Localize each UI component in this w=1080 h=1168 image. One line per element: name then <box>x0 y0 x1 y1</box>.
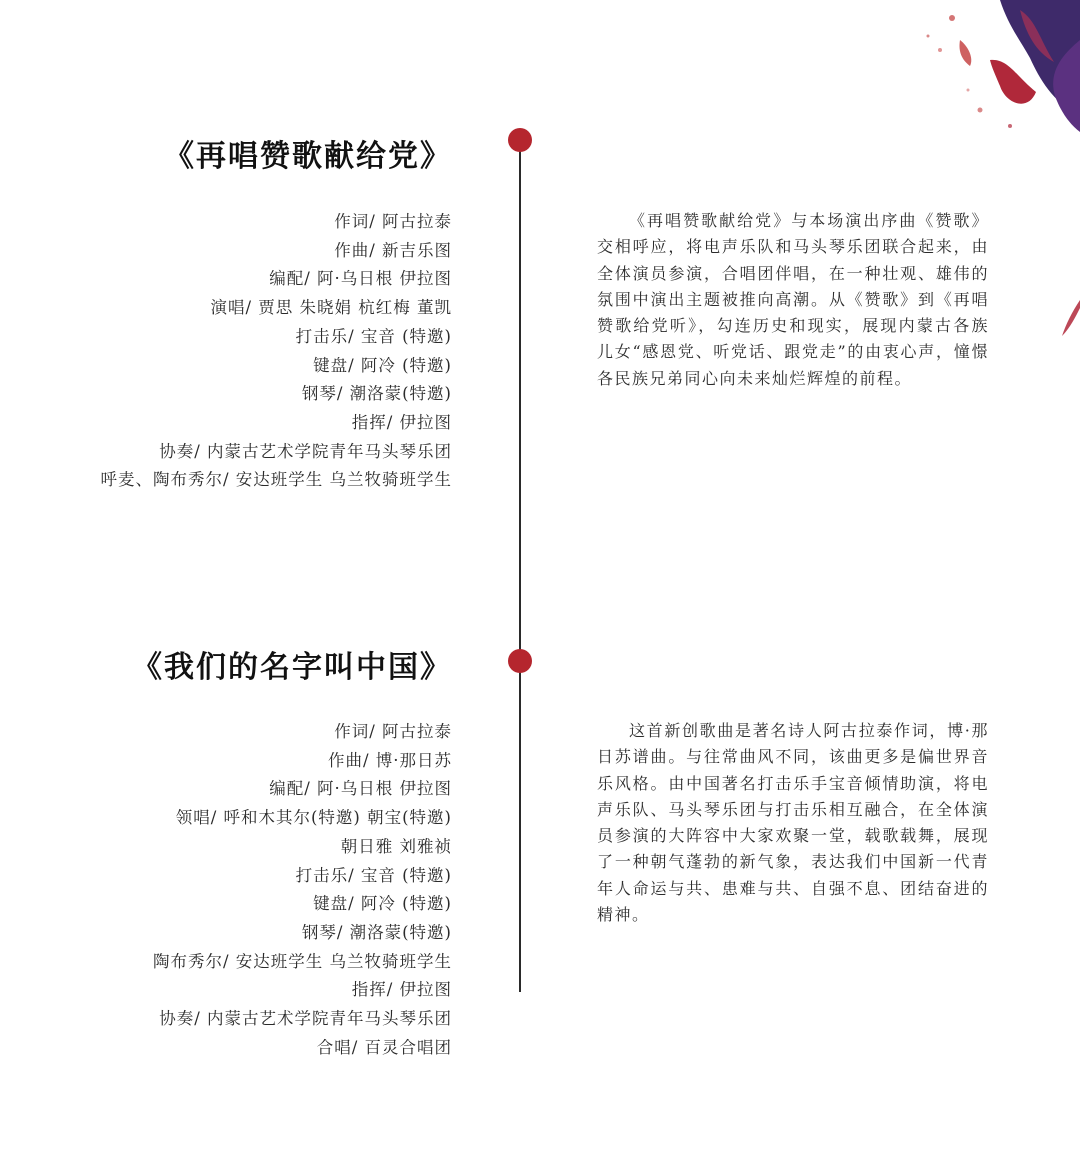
credit-line: 打击乐/ 宝音 (特邀) <box>295 326 452 346</box>
credit-line: 键盘/ 阿冷 (特邀) <box>313 355 452 375</box>
song-title-1: 《再唱赞歌献给党》 <box>164 139 452 174</box>
credit-line: 协奏/ 内蒙古艺术学院青年马头琴乐团 <box>159 441 452 461</box>
credit-line: 呼麦、陶布秀尔/ 安达班学生 乌兰牧骑班学生 <box>100 470 452 490</box>
timeline-dot-1 <box>508 128 532 152</box>
credit-line: 演唱/ 贾思 朱晓娟 杭红梅 董凯 <box>210 298 452 318</box>
credit-line: 指挥/ 伊拉图 <box>351 412 452 432</box>
credit-line: 作词/ 阿古拉泰 <box>334 722 452 741</box>
credit-line: 作曲/ 博·那日苏 <box>327 750 452 770</box>
song-description-2: 这首新创歌曲是著名诗人阿古拉泰作词，博·那日苏谱曲。与往常曲风不同，该曲更多是偏世界音乐风格。由中国著名打击乐手宝音倾情助演，将电声乐队、马头琴乐团与打击乐相互融合，在全体演员参演的大阵容中大家欢聚一堂，载歌载舞，展现了一种朝气蓬勃的新气象，表达我们中国新一代青年人命运与共、患难与共、自强不息、团结奋进的精神。 <box>597 721 989 925</box>
credit-line: 领唱/ 呼和木其尔(特邀) 朝宝(特邀) <box>175 808 452 828</box>
song-title-2: 《我们的名字叫中国》 <box>132 650 452 685</box>
credit-line: 作词/ 阿古拉泰 <box>334 212 452 231</box>
credit-line: 编配/ 阿·乌日根 伊拉图 <box>269 269 452 289</box>
credit-line: 作曲/ 新吉乐图 <box>334 240 452 260</box>
credits-list-1 <box>100 208 452 495</box>
credits-list-2 <box>153 718 452 1062</box>
credit-line: 编配/ 阿·乌日根 伊拉图 <box>269 779 452 799</box>
credit-line: 打击乐/ 宝音 (特邀) <box>295 865 452 885</box>
credit-line: 陶布秀尔/ 安达班学生 乌兰牧骑班学生 <box>152 951 452 971</box>
credit-line: 协奏/ 内蒙古艺术学院青年马头琴乐团 <box>159 1009 452 1029</box>
credit-line: 朝日雅 刘雅祯 <box>340 836 452 856</box>
song-description-1: 《再唱赞歌献给党》与本场演出序曲《赞歌》交相呼应，将电声乐队和马头琴乐团联合起来，由全体演员参演，合唱团伴唱，在一种壮观、雄伟的氛围中演出主题被推向高潮。从《赞歌》到《再唱赞歌给党听》，勾连历史和现实，展现内蒙古各族儿女“感恩党、听党话、跟党走”的由衷心声，憧憬各民族兄弟同心向未来灿烂辉煌的前程。 <box>597 211 989 388</box>
credit-line: 指挥/ 伊拉图 <box>351 980 452 1000</box>
credit-line: 钢琴/ 潮洛蒙(特邀) <box>301 384 452 404</box>
timeline-line <box>519 140 521 992</box>
timeline-dot-2 <box>508 649 532 673</box>
credit-line: 合唱/ 百灵合唱团 <box>316 1037 452 1057</box>
credit-line: 钢琴/ 潮洛蒙(特邀) <box>301 922 452 942</box>
credit-line: 键盘/ 阿冷 (特邀) <box>313 894 452 914</box>
